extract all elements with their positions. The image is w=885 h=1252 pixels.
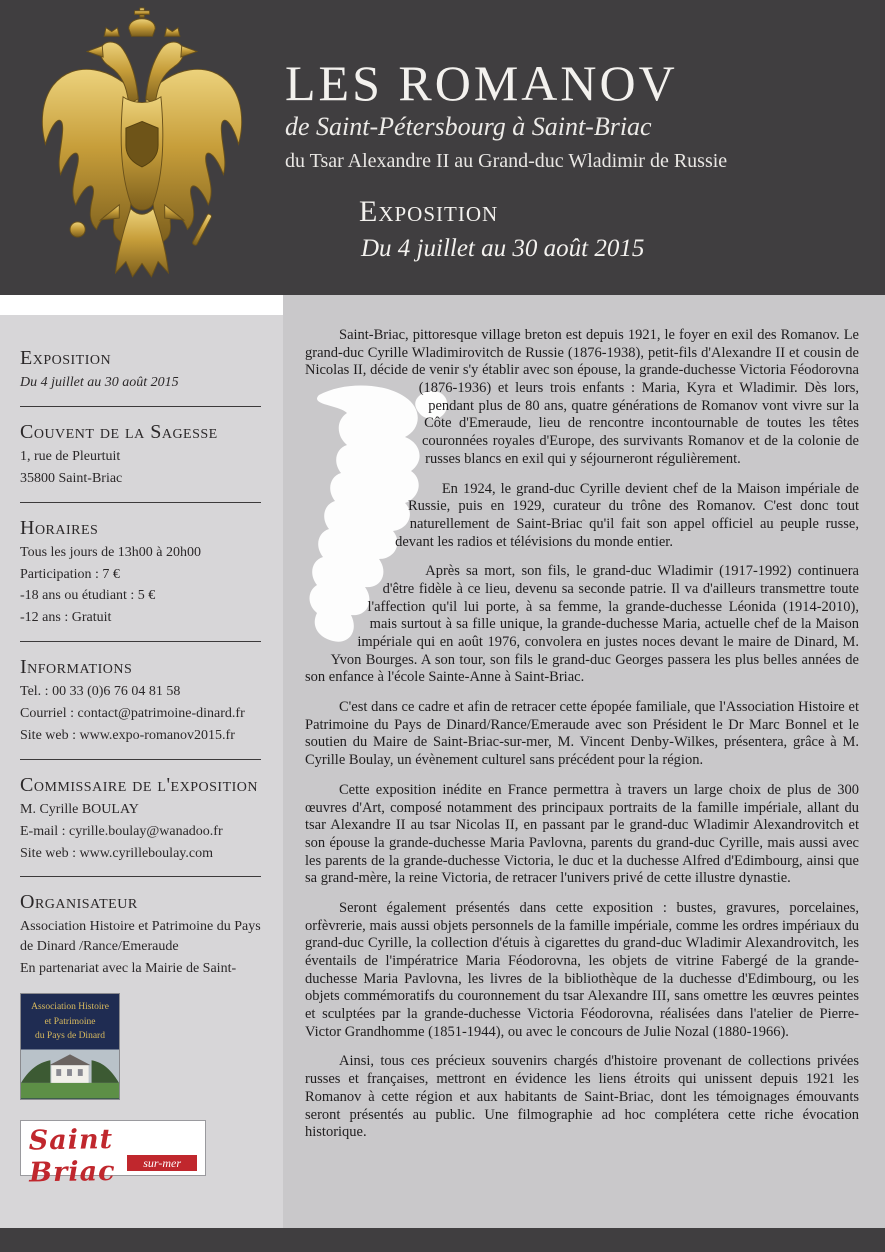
commissaire-name-line: M. Cyrille BOULAY [20, 801, 139, 817]
divider [20, 759, 261, 760]
poster-title: LES ROMANOV [285, 55, 678, 111]
tarif-line: -18 ans ou étudiant : 5 € [20, 588, 156, 604]
commissaire-website-line: Site web : www.cyrilleboulay.com [20, 845, 213, 861]
association-logo-line: et Patrimoine [44, 1016, 96, 1027]
divider [20, 502, 261, 503]
info-sidebar [0, 315, 283, 1228]
saint-briac-logo-suffix: sur-mer [127, 1155, 197, 1171]
tarif-line: -12 ans : Gratuit [20, 610, 112, 626]
email-line: Courriel : contact@patrimoine-dinard.fr [20, 706, 245, 721]
saint-briac-logo-name: Saint Briac [28, 1124, 116, 1190]
organisateur-line: Association Histoire et Patrimoine du Pays de Dinard /Rance/Emeraude [20, 919, 261, 955]
poster-subtitle: de Saint-Pétersbourg à Saint-Briac [285, 112, 652, 141]
header-titles [285, 56, 727, 263]
romanov-double-headed-eagle-icon [26, 6, 258, 290]
section-heading-venue: Couvent de la Sagesse [20, 420, 218, 443]
sidebar-section-commissaire [20, 772, 265, 864]
tarif-line: Participation : 7 € [20, 566, 120, 582]
exposition-label: Exposition [359, 195, 499, 228]
sidebar-section-exposition [20, 345, 265, 393]
section-heading-horaires: Horaires [20, 516, 99, 539]
poster-subtitle-2: du Tsar Alexandre II au Grand-duc Wladimir de Russie [285, 150, 728, 172]
association-logo-line: du Pays de Dinard [35, 1031, 105, 1042]
sidebar-section-venue [20, 419, 265, 489]
paragraph: Ainsi, tous ces précieux souvenirs chargés d'histoire provenant de collections privées russes et françaises, mettront en évidence les liens étroits qui unissent depuis 1921 les Romanov à cette région et aux habitants de Saint-Briac, dont les témoignages émouvants seront présentés au public. Une filmographie ad hoc complétera cette riche évocation historique. [305, 1053, 859, 1141]
section-heading-exposition: Exposition [20, 347, 112, 369]
association-logo-line: Association Histoire [31, 1002, 109, 1012]
venue-address-line: 1, rue de Pleurtuit [20, 448, 121, 464]
saint-briac-logo [20, 1120, 206, 1190]
partenariat-line: En partenariat avec la Mairie de Saint- [20, 961, 237, 977]
paragraph: Saint-Briac, pittoresque village breton est depuis 1921, le foyer en exil des Romanov. Le grand-duc Cyrille Wladimirovitch de Russie (1876-1938), petit-fils d'Alexandre II et cousin de Nicolas II, décide de venir s'y établir avec son épouse, la grande-duchesse Victoria Féodorovna (1876-1936) et leurs trois enfants : Maria, Kyra et Wladimir. Dès lors, pendant plus de 80 ans, quatre générations de Romanov vont vivre sur la Côte d'Emeraude, lieu de rencontre incontournable de toutes les têtes couronnées royales d'Europe, des survivants Romanov et de la colonie de russes blancs en exil qui y séjourneront régulièrement. [305, 327, 859, 467]
section-heading-informations: Informations [20, 656, 133, 679]
exposition-dates: Du 4 juillet au 30 août 2015 [361, 235, 645, 262]
commissaire-email-line: E-mail : cyrille.boulay@wanadoo.fr [20, 823, 223, 839]
divider [20, 876, 261, 877]
venue-address-line: 35800 Saint-Briac [20, 470, 123, 486]
paragraph: C'est dans ce cadre et afin de retracer cette épopée familiale, que l'Association Histoire et Patrimoine du Pays de Dinard/Rance/Emeraude avec son Président le Dr Marc Bonnel et le soutien du Maire de Saint-Briac-sur-mer, M. Vincent Denby-Wilkes, présentera, grâce à M. Cyrille Boulay, un évènement culturel sans précédent pour la région. [305, 699, 859, 769]
association-logo-text [21, 994, 119, 1049]
paragraph: En 1924, le grand-duc Cyrille devient chef de la Maison impériale de Russie, puis en 1929, curateur du trône des Romanov. C'est donc tout naturellement de Saint-Briac qu'il fait son appel officiel au peuple russe, devant les radios et télévisions du monde entier. [395, 480, 859, 550]
manor-house-photo [21, 1049, 119, 1099]
paragraph: Cette exposition inédite en France permettra à travers un large choix de plus de 300 œuvres d'Art, composé notamment des principaux portraits de la famille impériale, allant du tsar Alexandre II au tsar Nicolas II, en passant par le grand-duc Wladimir Alexandrovitch et son épouse la grande-duchesse Maria Pavlovna, parents du grand-duc Cyrille, mais aussi avec les parents de la grande-duchesse Victoria, le duc et la duchesse Alfred d'Edimbourg, ainsi que sa grand-mère, la reine Victoria, de retracer l'univers privé de cette illustre dynastie. [305, 781, 859, 887]
section-heading-organisateur: Organisateur [20, 891, 138, 914]
divider [20, 406, 261, 407]
divider [20, 641, 261, 642]
header [0, 0, 885, 295]
sidebar-section-informations [20, 654, 265, 746]
sidebar-section-horaires [20, 515, 265, 629]
paragraph: Après sa mort, son fils, le grand-duc Wladimir (1917-1992) continuera d'être fidèle à ce lieu, devenu sa seconde patrie. Il va d'ailleurs transmettre toute l'affection qu'il lui porte, à sa femme, la grande-duchesse Léonida (1914-2010), mais surtout à sa fille unique, la grande-duchesse Maria, actuelle chef de la Maison impériale qui en août 1976, convolera en justes noces devant le maire de Dinard, M. Yvon Bourges. A son tour, son fils le grand-duc Georges passera les plus belles années de son enfance à l'école Sainte-Anne à Saint-Briac. [305, 563, 859, 686]
main-text-column [283, 295, 885, 1228]
horaires-line: Tous les jours de 13h00 à 20h00 [20, 544, 202, 560]
website-line: Site web : www.expo-romanov2015.fr [20, 727, 235, 743]
footer-bar [0, 1228, 885, 1252]
sidebar-section-organisateur [20, 889, 265, 979]
association-logo [20, 993, 120, 1100]
section-heading-commissaire: Commissaire de l'exposition [20, 773, 259, 796]
phone-line: Tel. : 00 33 (0)6 76 04 81 58 [20, 684, 181, 700]
paragraph: Seront également présentés dans cette exposition : bustes, gravures, porcelaines, orfèvrerie, mais aussi objets personnels de la famille impériale, comme les ordres impériaux du grand-duc Cyrille, la collection d'étuis à cigarettes du grand-duc Wladimir Alexandrovitch, les éventails de l'impératrice Maria Féodorovna, les objets de vitrine Fabergé de la grande-duchesse Maria Pavlovna, les livres de la bibliothèque de la duchesse d'Edimbourg, ou les objets commémoratifs du couronnement du tsar Alexandre III, sans omettre les œuvres peintes et sculptées par la grande-duchesse Victoria Féodorovna, réalisées dans l'atelier de Pierre-Victor Grandhomme (1851-1944), ou avec le concours de Julie Nozal (1880-1966). [305, 899, 859, 1040]
exposition-dates-line: Du 4 juillet au 30 août 2015 [20, 375, 179, 390]
